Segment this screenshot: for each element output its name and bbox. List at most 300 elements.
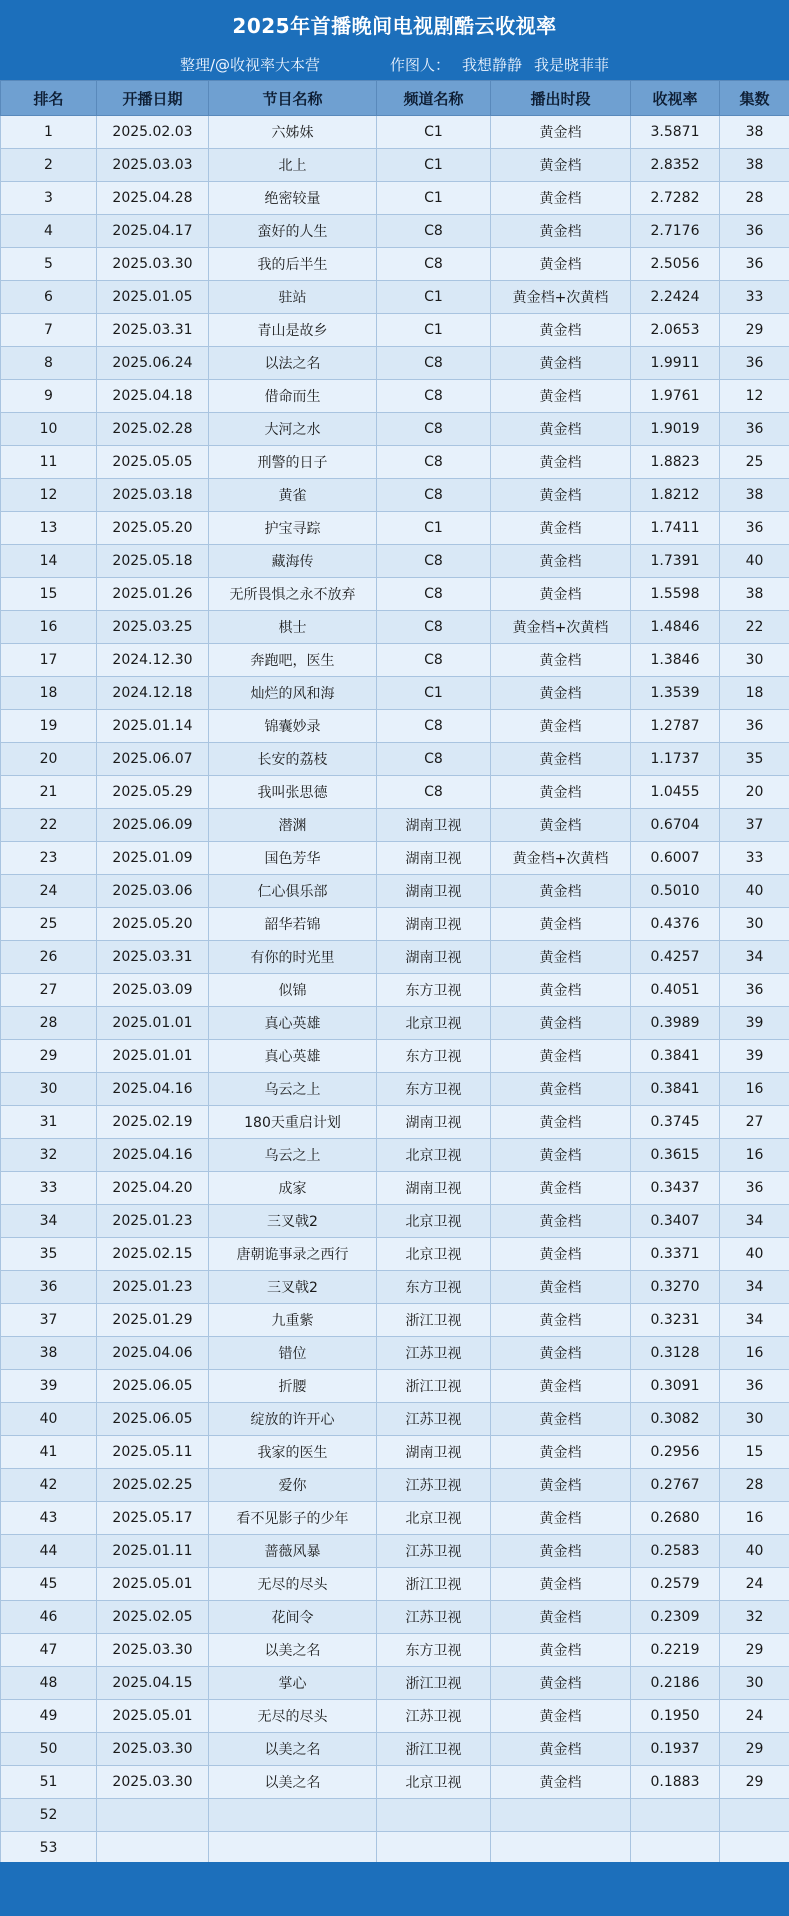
rating-cell: 2.5056 [631,248,720,281]
channel-cell: C1 [377,149,491,182]
table-row [1,776,789,809]
episodes-cell: 24 [720,1700,789,1733]
channel-cell: 北京卫视 [377,1238,491,1271]
channel-cell: 湖南卫视 [377,1106,491,1139]
episodes-cell: 37 [720,809,789,842]
episodes-cell: 30 [720,908,789,941]
time-slot-cell: 黄金档 [491,1172,631,1205]
rating-cell [631,1799,720,1832]
channel-cell: 湖南卫视 [377,842,491,875]
time-slot-cell: 黄金档 [491,1700,631,1733]
table-row [1,1634,789,1667]
rating-cell: 0.1937 [631,1733,720,1766]
time-slot-cell: 黄金档+次黄档 [491,842,631,875]
channel-cell: 湖南卫视 [377,941,491,974]
time-slot-cell: 黄金档 [491,479,631,512]
program-name-cell: 无尽的尽头 [209,1700,377,1733]
episodes-cell: 39 [720,1040,789,1073]
time-slot-cell: 黄金档 [491,149,631,182]
program-name-cell: 乌云之上 [209,1139,377,1172]
table-row [1,182,789,215]
column-header-program-name: 节目名称 [209,81,377,116]
episodes-cell: 34 [720,1271,789,1304]
table-row [1,1436,789,1469]
episodes-cell: 20 [720,776,789,809]
column-header-premiere-date: 开播日期 [97,81,209,116]
channel-cell: C8 [377,446,491,479]
author-credit-1: 我想静静 [462,56,523,74]
episodes-cell: 15 [720,1436,789,1469]
program-name-cell: 六姊妹 [209,116,377,149]
rating-cell: 1.3846 [631,644,720,677]
time-slot-cell: 黄金档 [491,1370,631,1403]
header-row [1,81,789,116]
time-slot-cell: 黄金档 [491,1304,631,1337]
rating-cell [631,1832,720,1865]
table-row [1,413,789,446]
channel-cell: 北京卫视 [377,1502,491,1535]
table-row [1,1337,789,1370]
premiere-date-cell: 2025.02.28 [97,413,209,446]
channel-cell: 北京卫视 [377,1139,491,1172]
premiere-date-cell: 2025.03.31 [97,941,209,974]
time-slot-cell: 黄金档 [491,1436,631,1469]
premiere-date-cell: 2025.04.16 [97,1139,209,1172]
premiere-date-cell: 2025.03.30 [97,1766,209,1799]
table-row [1,1007,789,1040]
rank-cell: 39 [1,1370,97,1403]
table-row [1,1469,789,1502]
rating-cell: 1.9019 [631,413,720,446]
channel-cell: 湖南卫视 [377,809,491,842]
rating-cell: 0.3270 [631,1271,720,1304]
time-slot-cell: 黄金档 [491,1469,631,1502]
table-header [1,81,789,116]
rating-cell: 0.6007 [631,842,720,875]
time-slot-cell: 黄金档 [491,776,631,809]
rating-cell: 0.2579 [631,1568,720,1601]
episodes-cell: 40 [720,875,789,908]
table-row [1,446,789,479]
table-row [1,1832,789,1865]
time-slot-cell: 黄金档 [491,644,631,677]
channel-cell: C8 [377,743,491,776]
rating-cell: 0.3745 [631,1106,720,1139]
program-name-cell: 成家 [209,1172,377,1205]
rank-cell: 11 [1,446,97,479]
channel-cell: C8 [377,479,491,512]
author-credit-2: 我是晓菲菲 [534,56,610,74]
rank-cell: 2 [1,149,97,182]
program-name-cell: 以法之名 [209,347,377,380]
table-row [1,1271,789,1304]
rank-cell: 6 [1,281,97,314]
episodes-cell: 36 [720,710,789,743]
program-name-cell: 折腰 [209,1370,377,1403]
table-row [1,974,789,1007]
channel-cell: 东方卫视 [377,1271,491,1304]
episodes-cell: 28 [720,182,789,215]
table-row [1,380,789,413]
premiere-date-cell: 2025.01.01 [97,1007,209,1040]
channel-cell: 江苏卫视 [377,1601,491,1634]
episodes-cell: 30 [720,644,789,677]
program-name-cell: 爱你 [209,1469,377,1502]
table-row [1,1667,789,1700]
episodes-cell: 28 [720,1469,789,1502]
table-row [1,1535,789,1568]
rating-cell: 0.3371 [631,1238,720,1271]
premiere-date-cell: 2025.01.26 [97,578,209,611]
table-row [1,116,789,149]
table-row [1,743,789,776]
program-name-cell: 以美之名 [209,1766,377,1799]
time-slot-cell [491,1799,631,1832]
rating-cell: 0.4376 [631,908,720,941]
program-name-cell: 唐朝诡事录之西行 [209,1238,377,1271]
time-slot-cell: 黄金档 [491,413,631,446]
rank-cell: 33 [1,1172,97,1205]
rank-cell: 46 [1,1601,97,1634]
rating-cell: 2.0653 [631,314,720,347]
program-name-cell: 乌云之上 [209,1073,377,1106]
rank-cell: 50 [1,1733,97,1766]
column-header-rating: 收视率 [631,81,720,116]
table-row [1,1601,789,1634]
channel-cell [377,1799,491,1832]
program-name-cell: 黄雀 [209,479,377,512]
program-name-cell: 九重紫 [209,1304,377,1337]
time-slot-cell: 黄金档 [491,1502,631,1535]
program-name-cell: 错位 [209,1337,377,1370]
rank-cell: 5 [1,248,97,281]
table-row [1,1073,789,1106]
time-slot-cell: 黄金档 [491,1007,631,1040]
premiere-date-cell: 2025.05.17 [97,1502,209,1535]
time-slot-cell: 黄金档 [491,314,631,347]
program-name-cell: 掌心 [209,1667,377,1700]
episodes-cell: 40 [720,545,789,578]
premiere-date-cell: 2025.01.09 [97,842,209,875]
time-slot-cell: 黄金档 [491,677,631,710]
channel-cell: 湖南卫视 [377,908,491,941]
time-slot-cell: 黄金档 [491,1535,631,1568]
episodes-cell: 34 [720,941,789,974]
table-row [1,1106,789,1139]
program-name-cell: 绝密较量 [209,182,377,215]
time-slot-cell: 黄金档+次黄档 [491,281,631,314]
time-slot-cell: 黄金档 [491,1766,631,1799]
author-label: 作图人： [390,56,451,74]
rank-cell: 23 [1,842,97,875]
time-slot-cell: 黄金档 [491,1205,631,1238]
table-row [1,479,789,512]
channel-cell: C8 [377,710,491,743]
time-slot-cell: 黄金档 [491,743,631,776]
table-row [1,248,789,281]
rank-cell: 38 [1,1337,97,1370]
rank-cell: 47 [1,1634,97,1667]
rating-cell: 1.8212 [631,479,720,512]
episodes-cell: 27 [720,1106,789,1139]
program-name-cell: 我的后半生 [209,248,377,281]
channel-cell: C8 [377,578,491,611]
rating-cell: 1.7391 [631,545,720,578]
column-header-channel: 频道名称 [377,81,491,116]
channel-cell: 浙江卫视 [377,1568,491,1601]
time-slot-cell: 黄金档 [491,875,631,908]
program-name-cell: 刑警的日子 [209,446,377,479]
program-name-cell: 有你的时光里 [209,941,377,974]
premiere-date-cell: 2025.01.29 [97,1304,209,1337]
premiere-date-cell: 2025.05.20 [97,512,209,545]
program-name-cell: 蛮好的人生 [209,215,377,248]
rank-cell: 19 [1,710,97,743]
time-slot-cell: 黄金档 [491,248,631,281]
channel-cell [377,1832,491,1865]
episodes-cell: 29 [720,1634,789,1667]
rating-cell: 0.1883 [631,1766,720,1799]
channel-cell: 东方卫视 [377,1634,491,1667]
premiere-date-cell: 2025.05.20 [97,908,209,941]
rank-cell: 3 [1,182,97,215]
premiere-date-cell: 2025.04.06 [97,1337,209,1370]
column-header-rank: 排名 [1,81,97,116]
episodes-cell: 38 [720,479,789,512]
time-slot-cell: 黄金档 [491,215,631,248]
channel-cell: C1 [377,677,491,710]
channel-cell: C1 [377,512,491,545]
channel-cell: 浙江卫视 [377,1667,491,1700]
time-slot-cell: 黄金档 [491,1403,631,1436]
page-footer [0,1862,789,1916]
channel-cell: 江苏卫视 [377,1700,491,1733]
program-name-cell: 青山是故乡 [209,314,377,347]
time-slot-cell: 黄金档 [491,941,631,974]
time-slot-cell: 黄金档 [491,974,631,1007]
time-slot-cell: 黄金档 [491,1073,631,1106]
channel-cell: C8 [377,776,491,809]
premiere-date-cell: 2025.05.01 [97,1568,209,1601]
program-name-cell: 花间令 [209,1601,377,1634]
episodes-cell: 24 [720,1568,789,1601]
rank-cell: 15 [1,578,97,611]
episodes-cell: 16 [720,1139,789,1172]
channel-cell: C8 [377,545,491,578]
episodes-cell: 34 [720,1205,789,1238]
premiere-date-cell: 2025.05.11 [97,1436,209,1469]
rank-cell: 41 [1,1436,97,1469]
premiere-date-cell: 2025.03.30 [97,1634,209,1667]
rating-cell: 0.2309 [631,1601,720,1634]
rank-cell: 25 [1,908,97,941]
rank-cell: 43 [1,1502,97,1535]
time-slot-cell: 黄金档 [491,1733,631,1766]
premiere-date-cell: 2025.04.16 [97,1073,209,1106]
table-row [1,1403,789,1436]
rating-cell: 0.2219 [631,1634,720,1667]
channel-cell: C8 [377,215,491,248]
premiere-date-cell: 2025.02.19 [97,1106,209,1139]
premiere-date-cell: 2025.01.14 [97,710,209,743]
premiere-date-cell: 2025.06.24 [97,347,209,380]
rating-cell: 1.1737 [631,743,720,776]
rank-cell: 31 [1,1106,97,1139]
premiere-date-cell: 2025.01.01 [97,1040,209,1073]
rating-cell: 0.3989 [631,1007,720,1040]
time-slot-cell: 黄金档 [491,578,631,611]
rating-cell: 2.7176 [631,215,720,248]
premiere-date-cell: 2025.04.17 [97,215,209,248]
rank-cell: 12 [1,479,97,512]
rating-cell: 0.1950 [631,1700,720,1733]
rank-cell: 48 [1,1667,97,1700]
time-slot-cell: 黄金档 [491,1568,631,1601]
channel-cell: C8 [377,248,491,281]
rank-cell: 34 [1,1205,97,1238]
rank-cell: 1 [1,116,97,149]
table-row [1,1502,789,1535]
episodes-cell: 36 [720,248,789,281]
rating-cell: 0.5010 [631,875,720,908]
program-name-cell: 绽放的许开心 [209,1403,377,1436]
channel-cell: 江苏卫视 [377,1403,491,1436]
table-row [1,809,789,842]
time-slot-cell: 黄金档 [491,116,631,149]
premiere-date-cell: 2025.01.23 [97,1271,209,1304]
program-name-cell: 真心英雄 [209,1007,377,1040]
table-row [1,1766,789,1799]
channel-cell: 江苏卫视 [377,1535,491,1568]
episodes-cell: 29 [720,314,789,347]
table-row [1,578,789,611]
program-name-cell: 韶华若锦 [209,908,377,941]
rating-cell: 0.3128 [631,1337,720,1370]
table-row [1,512,789,545]
episodes-cell: 22 [720,611,789,644]
rating-cell: 0.2956 [631,1436,720,1469]
episodes-cell: 34 [720,1304,789,1337]
program-name-cell [209,1832,377,1865]
rating-cell: 2.8352 [631,149,720,182]
program-name-cell: 真心英雄 [209,1040,377,1073]
table-row [1,710,789,743]
time-slot-cell: 黄金档 [491,1040,631,1073]
premiere-date-cell: 2025.02.03 [97,116,209,149]
rank-cell: 51 [1,1766,97,1799]
program-name-cell: 锦囊妙录 [209,710,377,743]
rank-cell: 21 [1,776,97,809]
program-name-cell: 棋士 [209,611,377,644]
channel-cell: C8 [377,413,491,446]
premiere-date-cell: 2025.03.25 [97,611,209,644]
program-name-cell: 藏海传 [209,545,377,578]
program-name-cell: 以美之名 [209,1634,377,1667]
premiere-date-cell: 2025.02.05 [97,1601,209,1634]
table-row [1,1238,789,1271]
rating-cell: 1.4846 [631,611,720,644]
rating-cell: 1.3539 [631,677,720,710]
program-name-cell: 看不见影子的少年 [209,1502,377,1535]
rank-cell: 4 [1,215,97,248]
rating-cell: 0.3231 [631,1304,720,1337]
episodes-cell: 36 [720,1370,789,1403]
channel-cell: 江苏卫视 [377,1469,491,1502]
episodes-cell: 36 [720,974,789,1007]
rating-cell: 2.7282 [631,182,720,215]
table-row [1,1172,789,1205]
rating-cell: 3.5871 [631,116,720,149]
rating-cell: 0.2583 [631,1535,720,1568]
episodes-cell: 33 [720,842,789,875]
rank-cell: 9 [1,380,97,413]
channel-cell: 浙江卫视 [377,1370,491,1403]
rating-cell: 2.2424 [631,281,720,314]
premiere-date-cell: 2025.05.29 [97,776,209,809]
premiere-date-cell: 2024.12.30 [97,644,209,677]
page-header [0,0,789,80]
episodes-cell: 36 [720,347,789,380]
rating-cell: 0.3437 [631,1172,720,1205]
program-name-cell: 潜渊 [209,809,377,842]
episodes-cell: 38 [720,149,789,182]
table-row [1,1139,789,1172]
rank-cell: 26 [1,941,97,974]
channel-cell: 江苏卫视 [377,1337,491,1370]
rating-cell: 0.3407 [631,1205,720,1238]
premiere-date-cell: 2025.04.28 [97,182,209,215]
time-slot-cell: 黄金档 [491,809,631,842]
rating-cell: 0.3841 [631,1073,720,1106]
episodes-cell: 35 [720,743,789,776]
premiere-date-cell: 2025.03.06 [97,875,209,908]
table-row [1,314,789,347]
program-name-cell: 仁心俱乐部 [209,875,377,908]
premiere-date-cell: 2025.05.01 [97,1700,209,1733]
premiere-date-cell [97,1799,209,1832]
rating-cell: 0.2680 [631,1502,720,1535]
time-slot-cell: 黄金档 [491,380,631,413]
rank-cell: 17 [1,644,97,677]
episodes-cell: 36 [720,215,789,248]
episodes-cell: 16 [720,1337,789,1370]
ratings-table [0,80,789,1865]
program-name-cell: 借命而生 [209,380,377,413]
rating-cell: 0.6704 [631,809,720,842]
rank-cell: 53 [1,1832,97,1865]
channel-cell: C1 [377,182,491,215]
premiere-date-cell: 2025.01.11 [97,1535,209,1568]
program-name-cell: 灿烂的风和海 [209,677,377,710]
premiere-date-cell [97,1832,209,1865]
program-name-cell: 大河之水 [209,413,377,446]
program-name-cell: 护宝寻踪 [209,512,377,545]
time-slot-cell: 黄金档 [491,512,631,545]
premiere-date-cell: 2025.03.30 [97,1733,209,1766]
rating-cell: 1.2787 [631,710,720,743]
rank-cell: 52 [1,1799,97,1832]
table-body [1,116,789,1865]
premiere-date-cell: 2025.02.15 [97,1238,209,1271]
time-slot-cell: 黄金档 [491,1601,631,1634]
table-row [1,1040,789,1073]
channel-cell: C1 [377,116,491,149]
premiere-date-cell: 2025.06.07 [97,743,209,776]
episodes-cell: 39 [720,1007,789,1040]
table-row [1,908,789,941]
rank-cell: 8 [1,347,97,380]
table-row [1,1700,789,1733]
